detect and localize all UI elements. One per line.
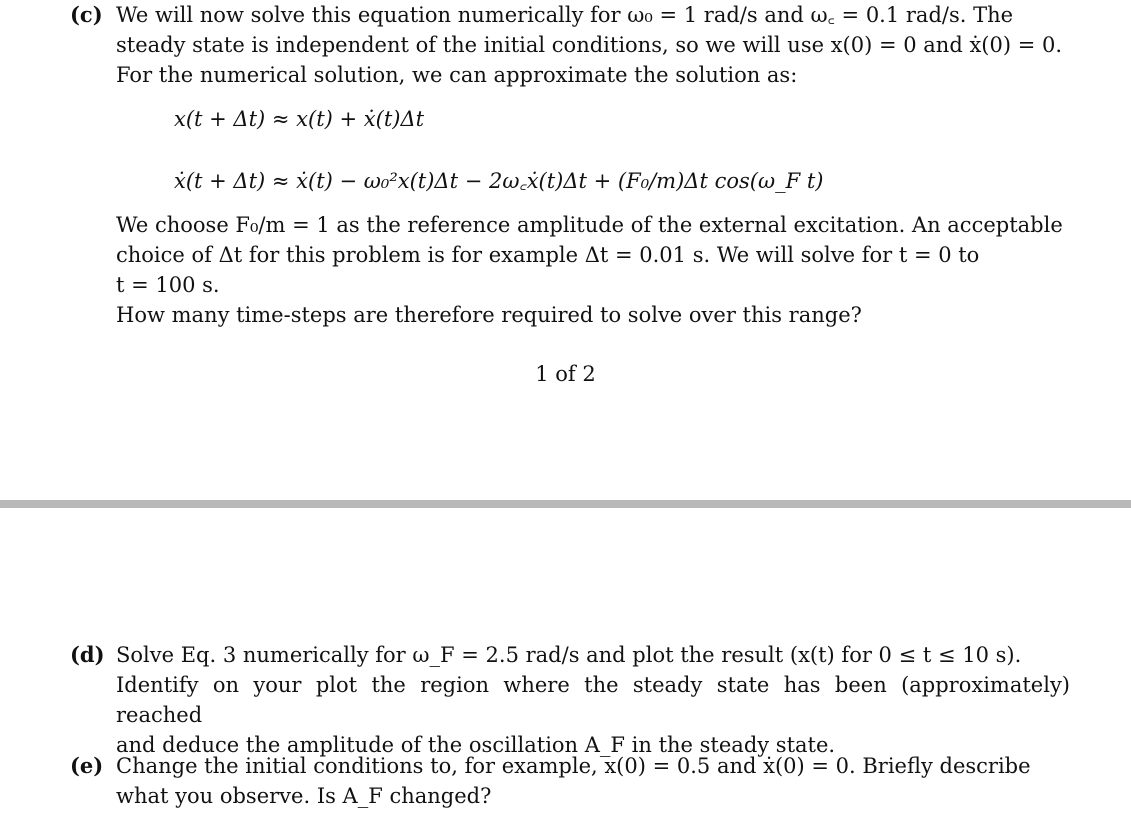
problem-item-d	[70, 640, 1070, 760]
item-d-line-3: and deduce the amplitude of the oscillation A_F in the steady state.	[116, 733, 836, 757]
problem-item-e	[70, 751, 1070, 811]
item-e-label: (e)	[70, 753, 104, 778]
item-c-intro-line-1: We will now solve this equation numerically for ω₀ = 1 rad/s and ω꜀ = 0.1 rad/s. The	[116, 3, 1014, 27]
item-e-line-2: what you observe. Is A_F changed?	[116, 784, 492, 808]
item-c-label: (c)	[70, 2, 103, 27]
item-c-choice-line-3: t = 100 s.	[116, 273, 220, 297]
item-c-choice-line-2: choice of Δt for this problem is for example Δt = 0.01 s. We will solve for t = 0 to	[116, 243, 980, 267]
item-c-choice-line-1: We choose F₀/m = 1 as the reference amplitude of the external excitation. An acceptable	[116, 213, 1063, 237]
problem-item-c	[70, 0, 1070, 330]
item-d-body	[116, 640, 1070, 760]
page-number: 1 of 2	[535, 362, 596, 386]
item-e-body	[116, 751, 1070, 811]
equation-velocity-update: ẋ(t + Δt) ≈ ẋ(t) − ω₀²x(t)Δt − 2ω꜀ẋ(t)Δt + (F₀/m)Δt cos(ω_F t)	[174, 169, 824, 193]
item-c-intro-line-2: steady state is independent of the initial conditions, so we will use x(0) = 0 and ẋ(0) = 0.	[116, 33, 1063, 57]
equation-position-update: x(t + Δt) ≈ x(t) + ẋ(t)Δt	[174, 107, 425, 131]
item-d-line-1: Solve Eq. 3 numerically for ω_F = 2.5 rad/s and plot the result (x(t) for 0 ≤ t ≤ 10 s).	[116, 643, 1022, 667]
item-d-label: (d)	[70, 642, 105, 667]
item-c-question: How many time-steps are therefore required to solve over this range?	[116, 303, 862, 327]
document-page-2	[0, 508, 1131, 820]
item-c-intro-line-3: For the numerical solution, we can approximate the solution as:	[116, 63, 798, 87]
item-c-body	[116, 0, 1070, 330]
item-d-line-2: Identify on your plot the region where the steady state has been (approximately) reached	[116, 673, 1070, 727]
page-separator	[0, 500, 1131, 508]
item-e-line-1: Change the initial conditions to, for example, x(0) = 0.5 and ẋ(0) = 0. Briefly describe	[116, 754, 1031, 778]
